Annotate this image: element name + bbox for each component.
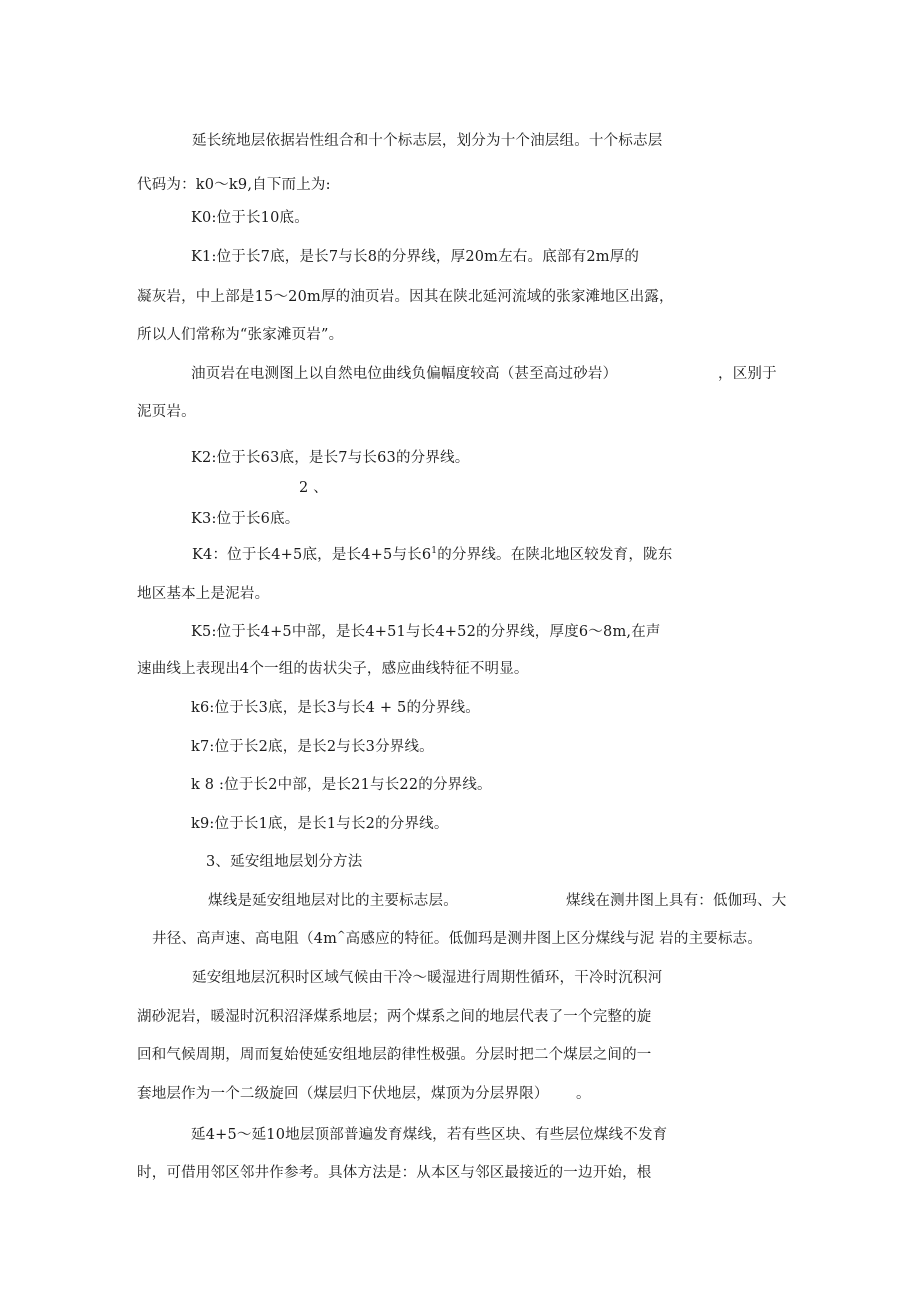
paragraph-line: K3:位于长6底。: [191, 511, 300, 527]
paragraph-line: 所以人们常称为“张家滩页岩”。: [137, 327, 344, 343]
paragraph-line: 地区基本上是泥岩。: [137, 586, 270, 602]
paragraph-line: 延长统地层依据岩性组合和十个标志层，划分为十个油层组。十个标志层: [192, 133, 663, 149]
paragraph-line: K0:位于长10底。: [191, 210, 309, 226]
paragraph-line: k7:位于长2底，是长2与长3分界线。: [191, 739, 434, 755]
list-marker: 2 、: [299, 480, 328, 496]
paragraph-line: 套地层作为一个二级旋回（煤层归下伏地层，煤顶为分层界限）: [137, 1086, 549, 1102]
paragraph-line: 凝灰岩，中上部是15～20m厚的油页岩。因其在陕北延河流域的张家滩地区出露，: [137, 289, 674, 305]
paragraph-text: 高感应的特征。低伽玛是测井图上区分煤线与泥 岩的主要标志。: [345, 931, 763, 947]
paragraph-line: [152, 929, 762, 949]
paragraph-line: 回和气候周期，周而复始使延安组地层韵律性极强。分层时把二个煤层之间的一: [137, 1047, 652, 1063]
paragraph-line: 时，可借用邻区邻井作参考。具体方法是：从本区与邻区最接近的一边开始，根: [137, 1165, 652, 1181]
paragraph-line: 代码为：k0～k9,自下而上为:: [137, 177, 331, 193]
paragraph-line: k6:位于长3底，是长3与长4 + 5的分界线。: [191, 700, 480, 716]
superscript: ^: [337, 930, 346, 941]
paragraph-line: [192, 545, 672, 565]
paragraph-line: 煤线在测井图上具有：低伽玛、大: [566, 893, 787, 909]
paragraph-line: 油页岩在电测图上以自然电位曲线负偏幅度较高（甚至高过砂岩）: [191, 366, 618, 382]
paragraph-line: k 8 :位于长2中部，是长21与长22的分界线。: [191, 777, 492, 793]
paragraph-line: K2:位于长63底，是长7与长63的分界线。: [191, 450, 470, 466]
section-heading: 3、延安组地层划分方法: [206, 854, 363, 870]
paragraph-line: 延安组地层沉积时区域气候由干冷～暖湿进行周期性循环，干冷时沉积河: [192, 970, 663, 986]
paragraph-line: 泥页岩。: [137, 404, 196, 420]
paragraph-line: ，区别于: [718, 366, 777, 382]
paragraph-line: k9:位于长1底，是长1与长2的分界线。: [191, 816, 449, 832]
paragraph-line: K1:位于长7底，是长7与长8的分界线，厚20m左右。底部有2m厚的: [191, 249, 640, 265]
paragraph-text: 井径、高声速、高电阻（4m: [152, 931, 338, 947]
paragraph-line: 。: [576, 1086, 591, 1102]
superscript: 1: [431, 546, 438, 556]
paragraph-line: 湖砂泥岩，暖湿时沉积沼泽煤系地层；两个煤系之间的地层代表了一个完整的旋: [137, 1009, 652, 1025]
paragraph-line: 速曲线上表现出4个一组的齿状尖子，感应曲线特征不明显。: [137, 661, 529, 677]
paragraph-line: 煤线是延安组地层对比的主要标志层。: [208, 893, 458, 909]
paragraph-text: K4：位于长4+5底，是长4+5与长6: [192, 547, 432, 563]
paragraph-text: 的分界线。在陕北地区较发育，陇东: [437, 547, 673, 563]
paragraph-line: K5:位于长4+5中部，是长4+51与长4+52的分界线，厚度6～8m,在声: [191, 624, 661, 640]
paragraph-line: 延4+5～延10地层顶部普遍发育煤线，若有些区块、有些层位煤线不发育: [191, 1127, 668, 1143]
